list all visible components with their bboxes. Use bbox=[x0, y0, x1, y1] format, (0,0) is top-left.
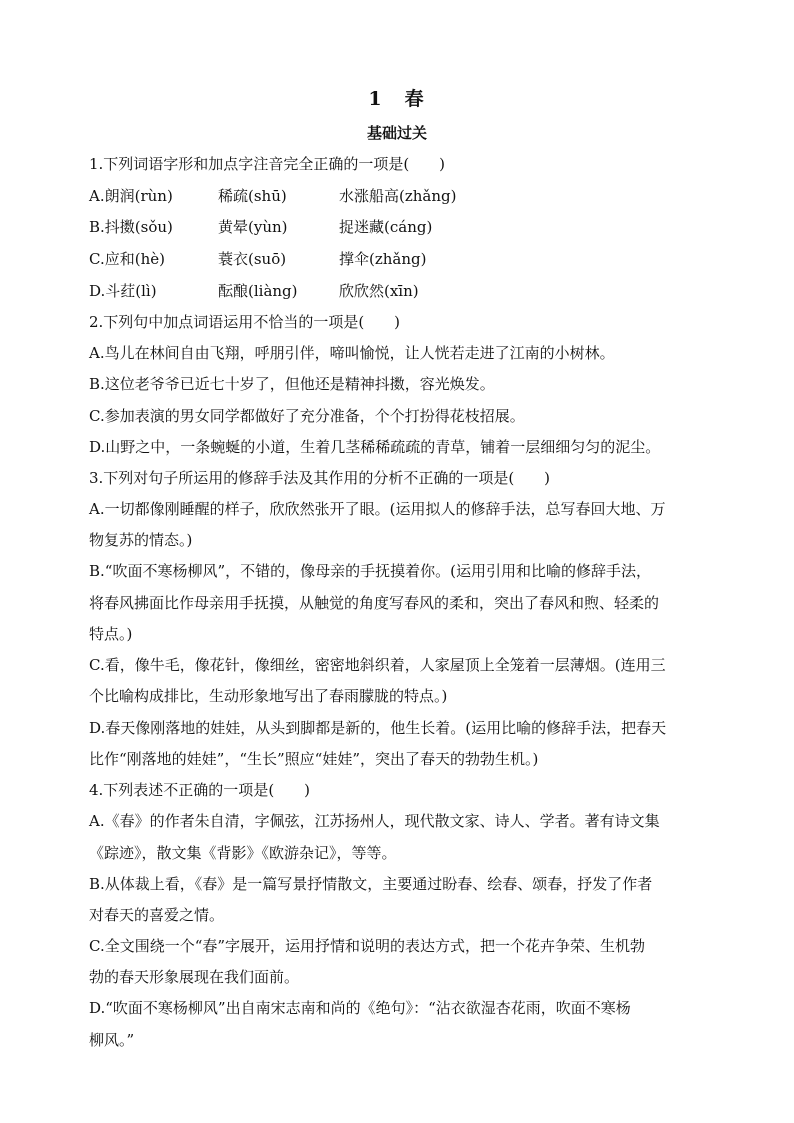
page-title: 1 春 bbox=[368, 88, 426, 110]
q4-text-line: 《踪迹》，散文集《背影》《欧游杂记》，等等。 bbox=[89, 844, 397, 862]
q3-text-line: 将春风拂面比作母亲用手抚摸，从触觉的角度写春风的柔和，突出了春风和煦、轻柔的 bbox=[89, 594, 660, 612]
q3-text-line: 比作“刚落地的娃娃”，“生长”照应“娃娃”，突出了春天的勃勃生机。) bbox=[89, 750, 539, 768]
q3-text-line: C.看，像牛毛，像花针，像细丝，密密地斜织着，人家屋顶上全笼着一层薄烟。(连用三 bbox=[89, 656, 666, 674]
q1-option-c-word-3: 撑伞(zhǎng) bbox=[339, 250, 427, 268]
question-4-stem: 4.下列表述不正确的一项是( ) bbox=[89, 781, 311, 799]
q1-option-b-word-3: 捉迷藏(cáng) bbox=[339, 218, 433, 236]
q3-text-line: B.“吹面不寒杨柳风”，不错的，像母亲的手抚摸着你。(运用引用和比喻的修辞手法， bbox=[89, 562, 651, 580]
q1-option-d-word-3: 欣欣然(xīn) bbox=[339, 282, 419, 300]
q1-option-a-word-3: 水涨船高(zhǎng) bbox=[339, 187, 457, 205]
q2-option-d: D.山野之中，一条蜿蜒的小道，生着几茎稀稀疏疏的青草，铺着一层细细匀匀的泥尘。 bbox=[89, 438, 661, 456]
q2-option-c: C.参加表演的男女同学都做好了充分准备，个个打扮得花枝招展。 bbox=[89, 407, 525, 425]
q4-text-line: A.《春》的作者朱自清，字佩弦，江苏扬州人，现代散文家、诗人、学者。著有诗文集 bbox=[89, 812, 660, 830]
q4-text-line: B.从体裁上看，《春》是一篇写景抒情散文，主要通过盼春、绘春、颂春，抒发了作者 bbox=[89, 875, 653, 893]
q1-option-b-word-1: B.抖擞(sǒu) bbox=[89, 218, 173, 236]
q4-text-line: C.全文围绕一个“春”字展开，运用抒情和说明的表达方式，把一个花卉争荣、生机勃 bbox=[89, 937, 646, 955]
q4-text-line: 柳风。” bbox=[89, 1031, 135, 1049]
q1-option-d-word-1: D.斗荭(lì) bbox=[89, 282, 157, 300]
q3-text-line: 个比喻构成排比，生动形象地写出了春雨朦胧的特点。) bbox=[89, 687, 448, 705]
q1-option-b-word-2: 黄晕(yùn) bbox=[218, 218, 288, 236]
q2-option-a: A.鸟儿在林间自由飞翔，呼朋引伴，啼叫愉悦，让人恍若走进了江南的小树林。 bbox=[89, 344, 615, 362]
q1-option-c-word-1: C.应和(hè) bbox=[89, 250, 165, 268]
q3-text-line: 物复苏的情态。) bbox=[89, 531, 193, 549]
q1-option-c-word-2: 蓑衣(suō) bbox=[218, 250, 287, 268]
q1-option-d-word-2: 酝酿(liàng) bbox=[218, 282, 298, 300]
question-2-stem: 2.下列句中加点词语运用不恰当的一项是( ) bbox=[89, 313, 401, 331]
q3-text-line: D.春天像刚落地的娃娃，从头到脚都是新的，他生长着。(运用比喻的修辞手法，把春天 bbox=[89, 719, 667, 737]
section-heading: 基础过关 bbox=[366, 124, 427, 142]
q4-text-line: D.“吹面不寒杨柳风”出自南宋志南和尚的《绝句》：“沾衣欲湿杏花雨，吹面不寒杨 bbox=[89, 999, 631, 1017]
question-1-stem: 1.下列词语字形和加点字注音完全正确的一项是( ) bbox=[89, 155, 446, 173]
q2-option-b: B.这位老爷爷已近七十岁了，但他还是精神抖擞，容光焕发。 bbox=[89, 375, 495, 393]
q3-text-line: 特点。) bbox=[89, 625, 133, 643]
q1-option-a-word-2: 稀疏(shū) bbox=[218, 187, 287, 205]
q3-text-line: A.一切都像刚睡醒的样子，欣欣然张开了眼。(运用拟人的修辞手法，总写春回大地、万 bbox=[89, 500, 666, 518]
q1-option-a-word-1: A.朗润(rùn) bbox=[89, 187, 173, 205]
question-3-stem: 3.下列对句子所运用的修辞手法及其作用的分析不正确的一项是( ) bbox=[89, 469, 551, 487]
q4-text-line: 对春天的喜爱之情。 bbox=[89, 906, 225, 924]
q4-text-line: 勃的春天形象展现在我们面前。 bbox=[89, 968, 300, 986]
